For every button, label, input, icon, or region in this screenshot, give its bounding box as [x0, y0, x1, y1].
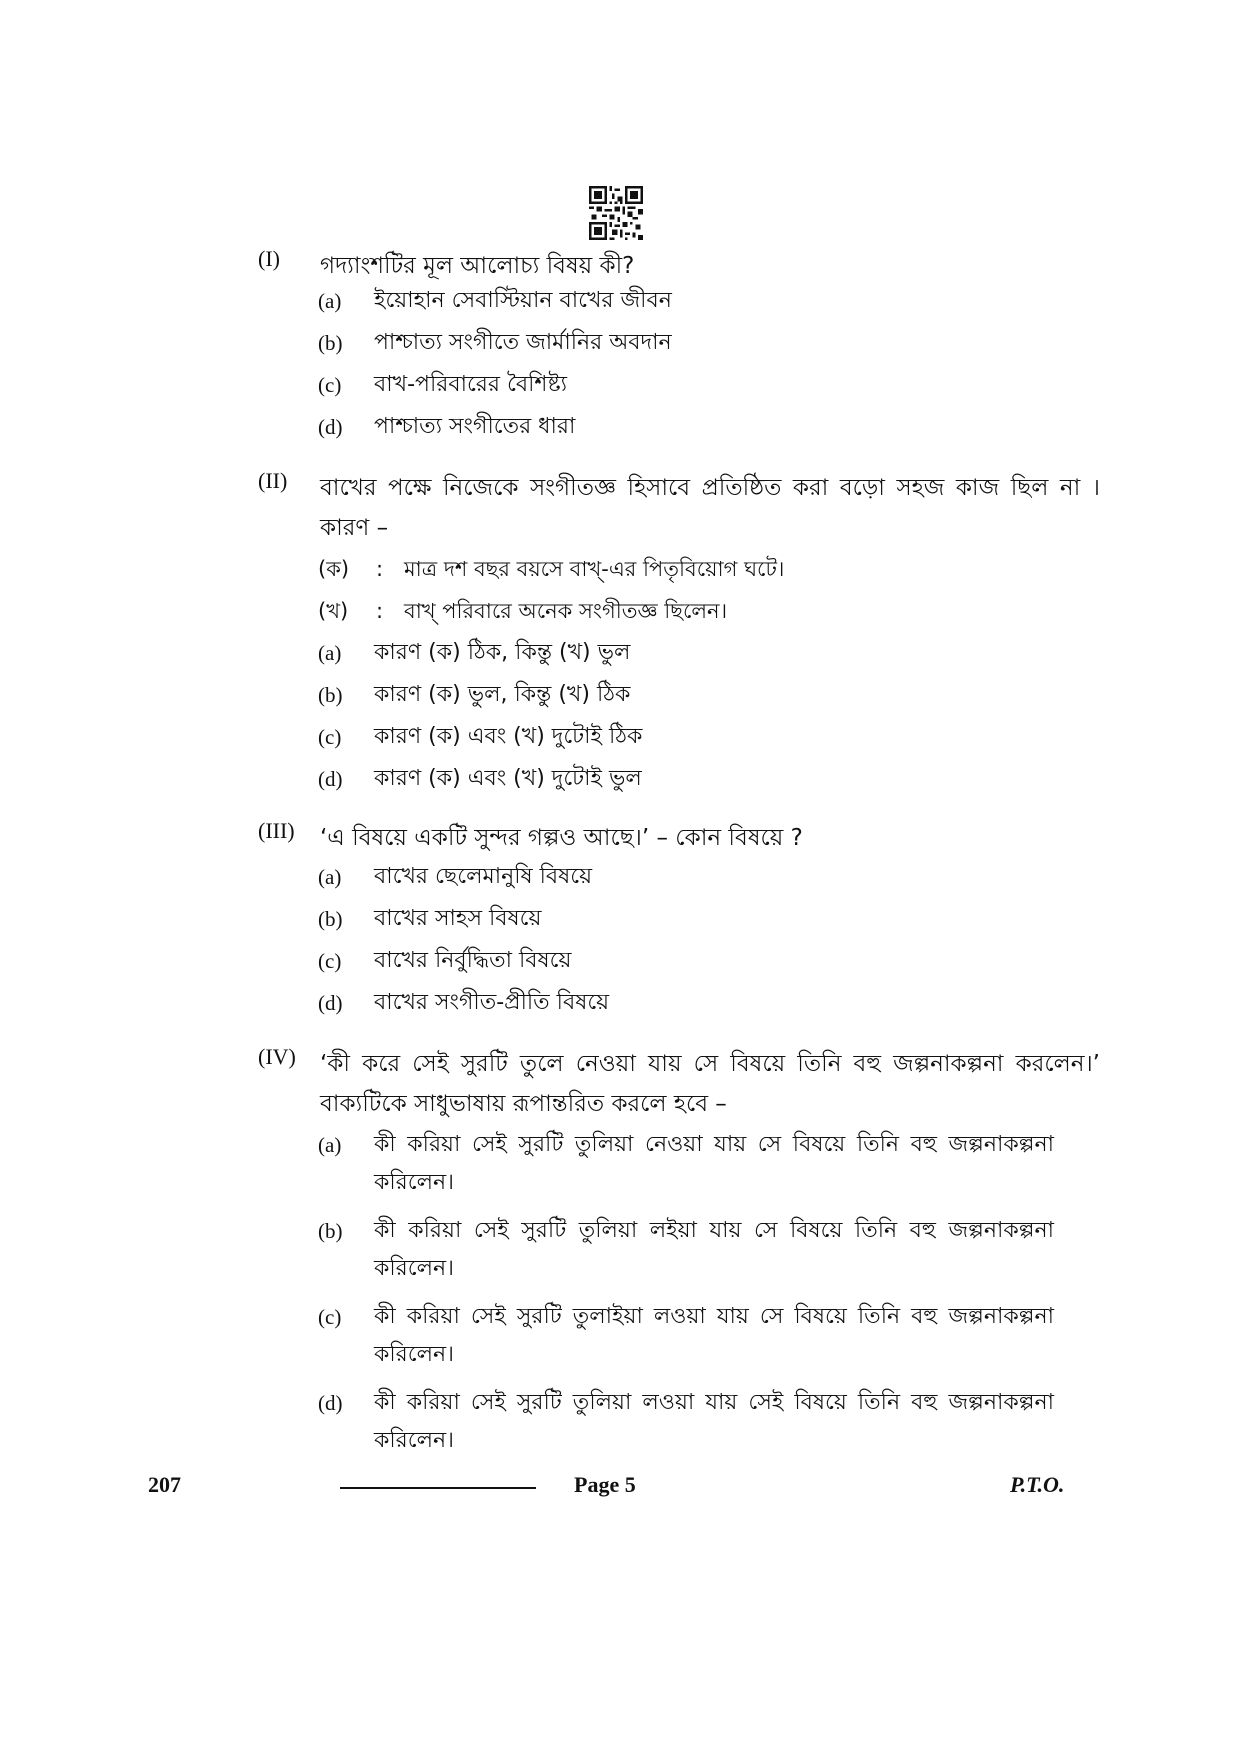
option-label: (c) [318, 725, 342, 749]
question-number: (III) [258, 818, 295, 843]
page-footer [0, 1472, 1241, 1512]
option-text: কী করিয়া সেই সুরটি তুলিয়া নেওয়া যায় সে বিষয়ে তিনি বহু জল্পনাকল্পনা করিলেন। [374, 1132, 1054, 1195]
option-label: (d) [318, 991, 343, 1015]
option-text: কারণ (ক) এবং (খ) দুটোই ঠিক [374, 724, 643, 749]
statement-colon: : [376, 557, 384, 581]
question-text: ‘কী করে সেই সুরটি তুলে নেওয়া যায় সে বিষয়ে তিনি বহু জল্পনাকল্পনা করলেন।’ বাক্যটিকে সাধুভাষায় রূপান্তরিত করলে হবে – [320, 1051, 1100, 1117]
statement-text: মাত্র দশ বছর বয়সে বাখ্-এর পিতৃবিয়োগ ঘটে। [404, 557, 785, 581]
option-label: (b) [318, 683, 343, 707]
option-text: বাখের নির্বুদ্ধিতা বিষয়ে [374, 948, 572, 973]
question-number: (II) [258, 468, 288, 493]
option-label: (d) [318, 1391, 343, 1415]
question-text: গদ্যাংশটির মূল আলোচ্য বিষয় কী? [320, 253, 635, 279]
option-label: (b) [318, 907, 343, 931]
question-number: (IV) [258, 1044, 296, 1069]
option-label: (a) [318, 289, 342, 313]
option-text: কারণ (ক) ঠিক, কিন্তু (খ) ভুল [374, 640, 631, 665]
option-text: বাখের সংগীত-প্রীতি বিষয়ে [374, 990, 610, 1015]
footer-rule [340, 1487, 536, 1489]
option-text: বাখের ছেলেমানুষি বিষয়ে [374, 864, 593, 889]
option-text: বাখ-পরিবারের বৈশিষ্ট্য [374, 372, 568, 397]
option-text: কী করিয়া সেই সুরটি তুলিয়া লওয়া যায় সেই বিষয়ে তিনি বহু জল্পনাকল্পনা করিলেন। [374, 1390, 1054, 1453]
option-label: (b) [318, 1219, 343, 1243]
pto-marker: P.T.O. [1010, 1472, 1065, 1497]
option-label: (d) [318, 767, 343, 791]
statement-label: (খ) [318, 599, 349, 623]
option-label: (d) [318, 415, 343, 439]
option-label: (c) [318, 373, 342, 397]
question-text: ‘এ বিষয়ে একটি সুন্দর গল্পও আছে।’ – কোন বিষয়ে ? [320, 825, 803, 851]
question-number: (I) [258, 246, 280, 271]
statement-colon: : [376, 599, 384, 623]
page-number: Page 5 [574, 1472, 636, 1497]
statement-label: (ক) [318, 557, 350, 581]
option-text: কী করিয়া সেই সুরটি তুলিয়া লইয়া যায় সে বিষয়ে তিনি বহু জল্পনাকল্পনা করিলেন। [374, 1218, 1054, 1281]
option-label: (b) [318, 331, 343, 355]
option-text: পাশ্চাত্য সংগীতের ধারা [374, 414, 576, 439]
option-text: পাশ্চাত্য সংগীতে জার্মানির অবদান [374, 330, 672, 355]
option-label: (a) [318, 1133, 342, 1157]
option-text: কী করিয়া সেই সুরটি তুলাইয়া লওয়া যায় সে বিষয়ে তিনি বহু জল্পনাকল্পনা করিলেন। [374, 1304, 1054, 1367]
option-text: কারণ (ক) এবং (খ) দুটোই ভুল [374, 766, 642, 791]
option-label: (a) [318, 865, 342, 889]
option-text: বাখের সাহস বিষয়ে [374, 906, 542, 931]
option-text: ইয়োহান সেবাস্টিয়ান বাখের জীবন [374, 288, 672, 313]
option-label: (c) [318, 949, 342, 973]
option-text: কারণ (ক) ভুল, কিন্তু (খ) ঠিক [374, 682, 631, 707]
statement-text: বাখ্ পরিবারে অনেক সংগীতজ্ঞ ছিলেন। [404, 599, 728, 623]
qr-code-icon [589, 186, 643, 240]
option-label: (a) [318, 641, 342, 665]
option-label: (c) [318, 1305, 342, 1329]
paper-code: 207 [148, 1472, 181, 1497]
question-text: বাখের পক্ষে নিজেকে সংগীতজ্ঞ হিসাবে প্রতিষ্ঠিত করা বড়ো সহজ কাজ ছিল না । কারণ – [320, 475, 1100, 541]
